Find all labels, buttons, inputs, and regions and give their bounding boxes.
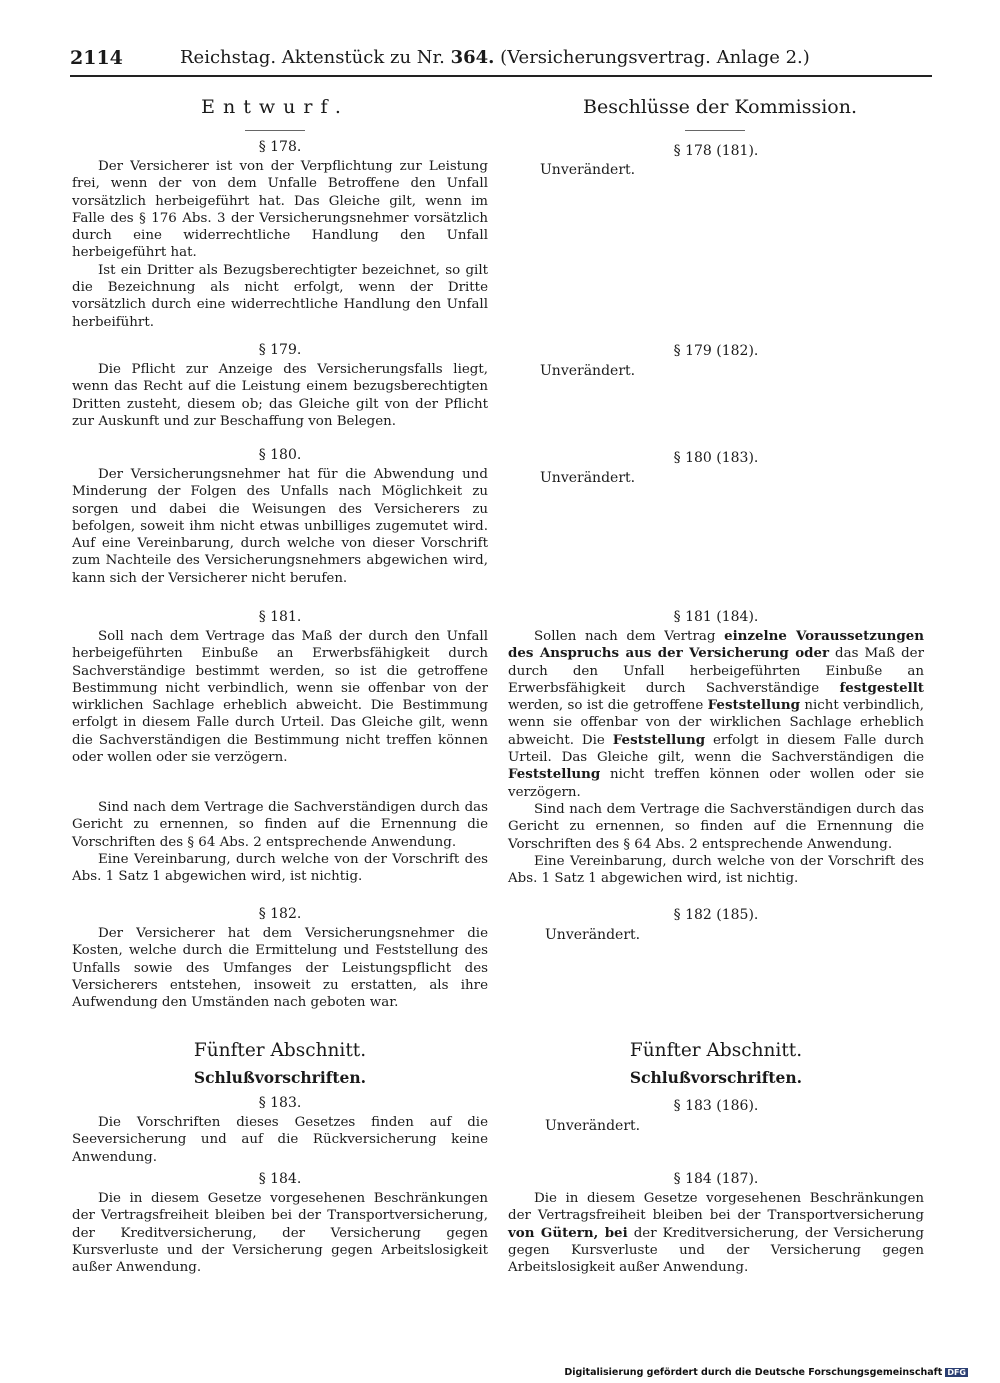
section-heading: § 180. bbox=[258, 447, 302, 463]
left-section-180 bbox=[72, 446, 488, 587]
left-section-179 bbox=[72, 341, 488, 430]
paragraph: Der Versicherer ist von der Verpflichtung zur Leistung frei, wenn der von dem Unfalle Betroffene den Unfall vorsätzlich herbeigeführt hat. Das Gleiche gilt, wenn im Falle des § 176 Abs. 3 der Versicherungsnehmer vorsätzlich durch eine widerrechtliche Handlung den Unfall herbeigeführt hat. bbox=[72, 159, 488, 261]
left-section-183 bbox=[72, 1094, 488, 1166]
unchanged-label: Unverändert. bbox=[545, 927, 641, 943]
section-heading: § 183. bbox=[258, 1095, 302, 1111]
left-section-181-cont bbox=[72, 799, 488, 885]
text-run: das Maß der durch den Unfall herbeigeführten Einbuße an Erwerbsfähigkeit durch Sachverständige bbox=[508, 646, 924, 696]
paragraph bbox=[508, 628, 924, 801]
amended-text: einzelne Voraussetzungen des Anspruchs aus der Versicherung oder bbox=[508, 628, 924, 662]
right-column-title: Beschlüsse der Kommission. bbox=[583, 96, 857, 118]
paragraph bbox=[508, 1190, 924, 1276]
text-run: Die in diesem Gesetze vorgesehenen Beschränkungen der Vertragsfreiheit bleiben bei der Transportversicherung bbox=[508, 1191, 924, 1224]
title-underline bbox=[685, 130, 745, 131]
right-abschnitt-title: Fünfter Abschnitt. bbox=[629, 1040, 803, 1061]
right-subsection-title: Schlußvorschriften. bbox=[629, 1068, 803, 1087]
section-heading-183: § 183 (186). bbox=[673, 1098, 759, 1114]
paragraph: Sind nach dem Vertrage die Sachverständigen durch das Gericht zu ernennen, so finden auf die Ernennung die Vorschriften des § 64 Abs. 2 entsprechende Anwendung. bbox=[508, 801, 924, 852]
amended-text: Feststellung bbox=[612, 731, 706, 748]
amended-text: festgestellt bbox=[839, 679, 924, 696]
paragraph: Der Versicherer hat dem Versicherungsnehmer die Kosten, welche durch die Ermittelung und Feststellung des Unfalls sowie des Umfanges der Leistungspflicht des Versicherers entstehen, insoweit zu erstatten, als ihre Aufwendung den Umständen nach geboten war. bbox=[72, 926, 488, 1011]
text-run: erfolgt in diesem Falle durch Urteil. Das Gleiche gilt, wenn die Sachverständigen die bbox=[508, 732, 924, 766]
paragraph: Eine Vereinbarung, durch welche von der Vorschrift des Abs. 1 Satz 1 abgewichen wird, ist nichtig. bbox=[508, 853, 924, 887]
title-suffix: (Versicherungsvertrag. Anlage 2.) bbox=[500, 47, 810, 68]
paragraph: Die Vorschriften dieses Gesetzes finden auf die Seeversicherung und auf die Rückversicherung keine Anwendung. bbox=[72, 1115, 488, 1165]
paragraph: Ist ein Dritter als Bezugsberechtigter bezeichnet, so gilt die Bezeichnung als nicht erfolgt, wenn der Dritte vorsätzlich durch eine widerrechtliche Handlung den Unfall herbeiführt. bbox=[72, 262, 488, 330]
section-heading-179: § 179 (182). bbox=[673, 343, 759, 359]
unchanged-label: Unverändert. bbox=[540, 470, 636, 486]
digitization-credit bbox=[564, 1367, 968, 1378]
paragraph: Die Pflicht zur Anzeige des Versicherungsfalls liegt, wenn das Recht auf die Leistung einem bezugsberechtigten Dritten zusteht, diesem ob; das Gleiche gilt von der Pflicht zur Auskunft und zur Beschaffung von Belegen. bbox=[72, 362, 488, 429]
text-run: werden, so ist die getroffene bbox=[508, 698, 708, 714]
paragraph: Eine Vereinbarung, durch welche von der Vorschrift des Abs. 1 Satz 1 abgewichen wird, ist nichtig. bbox=[72, 851, 488, 885]
right-section-181 bbox=[508, 608, 924, 887]
paragraph: Sind nach dem Vertrage die Sachverständigen durch das Gericht zu ernennen, so finden auf die Ernennung die Vorschriften des § 64 Abs. 2 entsprechende Anwendung. bbox=[72, 800, 488, 850]
left-section-181 bbox=[72, 608, 488, 766]
credit-text: Digitalisierung gefördert durch die Deutsche Forschungsgemeinschaft bbox=[564, 1367, 943, 1378]
section-heading: § 181 (184). bbox=[673, 609, 759, 625]
header-rule bbox=[70, 75, 932, 77]
left-abschnitt-title: Fünfter Abschnitt. bbox=[193, 1040, 367, 1061]
title-number: 364. bbox=[450, 47, 495, 68]
amended-text: Feststellung bbox=[707, 697, 800, 714]
section-heading-180: § 180 (183). bbox=[673, 450, 759, 466]
text-run: nicht treffen können oder wollen oder sie verzögern. bbox=[508, 767, 924, 800]
text-run: der Kreditversicherung, der Versicherung gegen Kursverluste und der Versicherung gegen Arbeitslosigkeit außer Anwendung. bbox=[508, 1225, 924, 1276]
left-section-184 bbox=[72, 1170, 488, 1276]
amended-text: Feststellung bbox=[508, 766, 601, 783]
unchanged-label: Unverändert. bbox=[545, 1118, 641, 1134]
paragraph: Die in diesem Gesetze vorgesehenen Beschränkungen der Vertragsfreiheit bleiben bei der Transportversicherung, der Kreditversicherung, der Versicherung gegen Kursverluste und der Versicherung gegen Arbeitslosigkeit außer Anwendung. bbox=[72, 1191, 488, 1276]
page-number: 2114 bbox=[70, 47, 123, 69]
dfg-logo: DFG bbox=[947, 1368, 966, 1377]
right-section-184 bbox=[508, 1170, 924, 1276]
amended-text: von Gütern, bei bbox=[508, 1224, 628, 1241]
section-heading: § 179. bbox=[258, 342, 302, 358]
section-heading-182: § 182 (185). bbox=[673, 907, 759, 923]
unchanged-label: Unverändert. bbox=[540, 363, 636, 379]
unchanged-label: Unverändert. bbox=[540, 162, 636, 178]
title-prefix: Reichstag. Aktenstück zu Nr. bbox=[180, 47, 445, 68]
left-column-title: Entwurf. bbox=[201, 96, 349, 118]
running-title bbox=[180, 47, 810, 68]
paragraph: Soll nach dem Vertrage das Maß der durch den Unfall herbeigeführten Einbuße an Erwerbsfähigkeit durch Sachverständige bestimmt werden, so ist die getroffene Bestimmung nicht verbindlich, wenn sie offenbar von der wirklichen Sachlage erheblich abweicht. Die Bestimmung erfolgt in diesem Falle durch Urteil. Das Gleiche gilt, wenn die Sachverständigen die Bestimmung nicht treffen können oder wollen oder sie verzögern. bbox=[72, 629, 488, 766]
paragraph: Der Versicherungsnehmer hat für die Abwendung und Minderung der Folgen des Unfalls nach Möglichkeit zu sorgen und dabei die Weisungen des Versicherers zu befolgen, soweit ihm nicht etwas unbilliges zugemutet wird. Auf eine Vereinbarung, durch welche von dieser Vorschrift zum Nachteile des Versicherungsnehmers abgewichen wird, kann sich der Versicherer nicht berufen. bbox=[72, 467, 488, 586]
section-heading: § 178. bbox=[258, 139, 302, 155]
section-heading: § 181. bbox=[258, 609, 302, 625]
left-section-182 bbox=[72, 905, 488, 1011]
section-heading: § 184 (187). bbox=[673, 1171, 759, 1187]
section-heading-178: § 178 (181). bbox=[673, 143, 759, 159]
title-underline bbox=[245, 130, 305, 131]
section-heading: § 182. bbox=[258, 906, 302, 922]
left-subsection-title: Schlußvorschriften. bbox=[193, 1068, 367, 1087]
text-run: nicht verbindlich, wenn sie offenbar von der wirklichen Sachlage erheblich abweicht. Die bbox=[508, 698, 924, 748]
section-heading: § 184. bbox=[258, 1171, 302, 1187]
text-run: Sollen nach dem Vertrag bbox=[534, 629, 725, 644]
left-section-178 bbox=[72, 138, 488, 331]
page-header bbox=[70, 47, 930, 71]
